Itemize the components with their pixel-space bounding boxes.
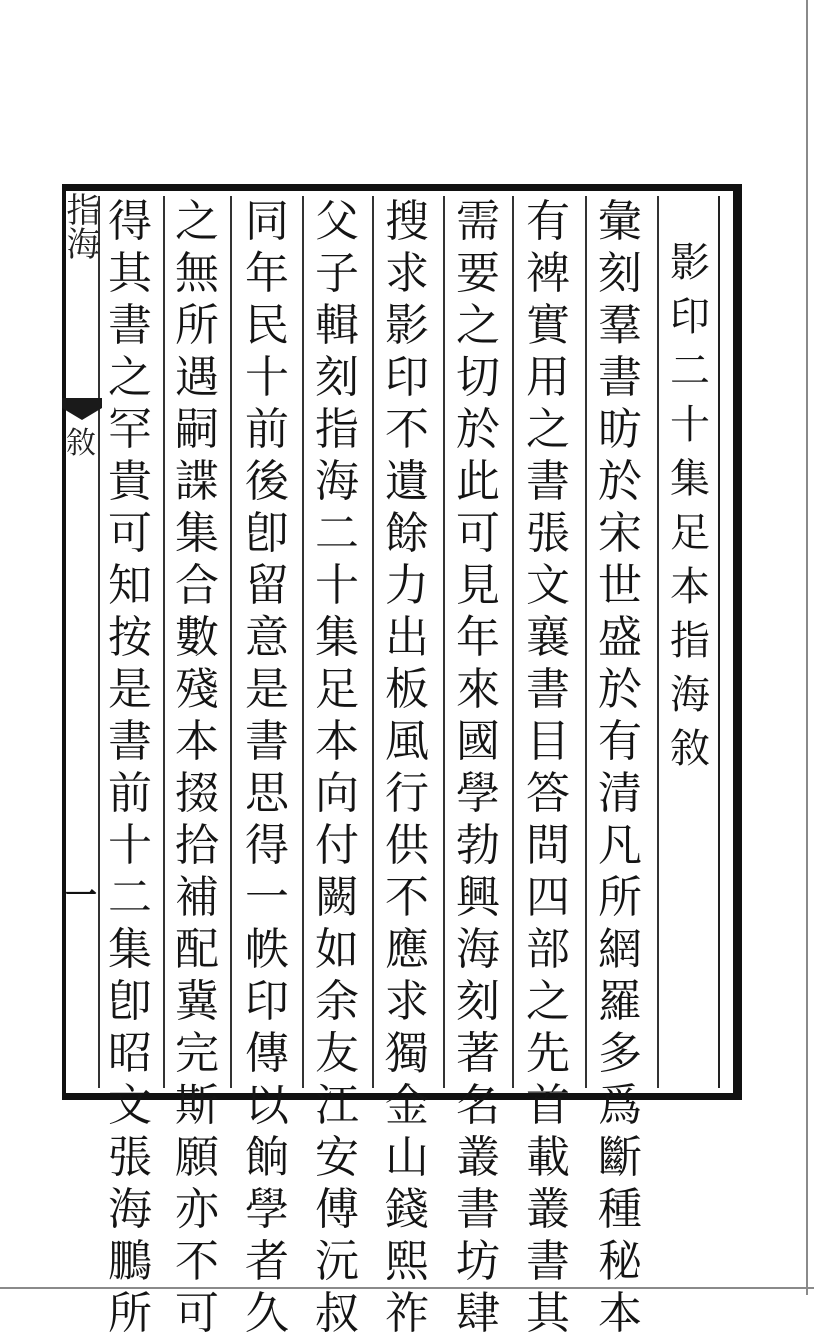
glyph: 刻 <box>456 976 500 1027</box>
glyph: 前 <box>108 768 152 819</box>
column-rule <box>163 196 165 1088</box>
glyph: 以 <box>245 1080 289 1131</box>
glyph: 板 <box>385 664 429 715</box>
glyph: 合 <box>175 560 219 611</box>
glyph: 印 <box>245 976 289 1027</box>
glyph: 海 <box>315 456 359 507</box>
glyph: 十 <box>245 352 289 403</box>
glyph: 網 <box>598 924 642 975</box>
glyph: 二 <box>315 508 359 559</box>
glyph: 餘 <box>385 508 429 559</box>
glyph: 可 <box>456 508 500 559</box>
glyph: 海 <box>456 924 500 975</box>
glyph: 影 <box>385 300 429 351</box>
column-rule <box>230 196 232 1088</box>
glyph: 祚 <box>385 1288 429 1339</box>
glyph: 海 <box>670 672 710 718</box>
glyph: 十 <box>108 820 152 871</box>
glyph: 無 <box>175 248 219 299</box>
glyph: 之 <box>526 976 570 1027</box>
glyph: 先 <box>526 1028 570 1079</box>
glyph: 足 <box>315 664 359 715</box>
glyph: 者 <box>245 1236 289 1287</box>
glyph: 叔 <box>315 1288 359 1339</box>
glyph: 指 <box>670 618 710 664</box>
glyph: 求 <box>385 248 429 299</box>
glyph: 昉 <box>598 404 642 455</box>
glyph: 興 <box>456 872 500 923</box>
leaf-number: 一 <box>64 876 97 914</box>
glyph: 完 <box>175 1028 219 1079</box>
column-rule <box>512 196 514 1088</box>
glyph: 如 <box>315 924 359 975</box>
glyph: 輯 <box>315 300 359 351</box>
glyph: 傳 <box>245 1028 289 1079</box>
text-column-1 <box>590 196 650 1339</box>
glyph: 敘 <box>670 726 710 772</box>
glyph: 足 <box>670 510 710 556</box>
glyph: 海 <box>108 1184 152 1235</box>
glyph: 有 <box>526 196 570 247</box>
glyph: 所 <box>108 1288 152 1339</box>
glyph: 清 <box>598 768 642 819</box>
glyph: 指 <box>315 404 359 455</box>
glyph: 勃 <box>456 820 500 871</box>
glyph: 殘 <box>175 664 219 715</box>
glyph: 得 <box>245 820 289 871</box>
glyph: 學 <box>456 768 500 819</box>
glyph: 不 <box>175 1236 219 1287</box>
glyph: 實 <box>526 300 570 351</box>
column-rule <box>443 196 445 1088</box>
glyph: 學 <box>245 1184 289 1235</box>
glyph: 國 <box>456 716 500 767</box>
column-rule <box>372 196 374 1088</box>
text-column-2 <box>518 196 578 1339</box>
glyph: 世 <box>598 560 642 611</box>
glyph: 文 <box>108 1080 152 1131</box>
glyph: 友 <box>315 1028 359 1079</box>
glyph: 是 <box>108 664 152 715</box>
glyph: 文 <box>526 560 570 611</box>
glyph: 有 <box>598 716 642 767</box>
text-column-6 <box>237 196 297 1339</box>
glyph: 書 <box>108 300 152 351</box>
glyph: 著 <box>456 1028 500 1079</box>
glyph: 配 <box>175 924 219 975</box>
glyph: 鵬 <box>108 1236 152 1287</box>
glyph: 同 <box>245 196 289 247</box>
glyph: 凡 <box>598 820 642 871</box>
glyph: 刻 <box>598 248 642 299</box>
column-rule <box>302 196 304 1088</box>
glyph: 年 <box>456 612 500 663</box>
glyph: 不 <box>385 404 429 455</box>
glyph: 集 <box>670 456 710 502</box>
glyph: 不 <box>385 872 429 923</box>
glyph: 獨 <box>385 1028 429 1079</box>
glyph: 知 <box>108 560 152 611</box>
glyph: 於 <box>598 664 642 715</box>
glyph: 山 <box>385 1132 429 1183</box>
glyph: 卽 <box>108 976 152 1027</box>
glyph: 要 <box>456 248 500 299</box>
text-column-4 <box>377 196 437 1339</box>
glyph: 用 <box>526 352 570 403</box>
glyph: 力 <box>385 560 429 611</box>
glyph: 可 <box>108 508 152 559</box>
glyph: 宋 <box>598 508 642 559</box>
glyph: 十 <box>670 402 710 448</box>
glyph: 可 <box>175 1288 219 1339</box>
glyph: 留 <box>245 560 289 611</box>
glyph: 本 <box>598 1288 642 1339</box>
glyph: 應 <box>385 924 429 975</box>
glyph: 印 <box>670 294 710 340</box>
glyph: 求 <box>385 976 429 1027</box>
glyph: 集 <box>108 924 152 975</box>
glyph: 思 <box>245 768 289 819</box>
glyph: 盛 <box>598 612 642 663</box>
glyph: 多 <box>598 1028 642 1079</box>
glyph: 羅 <box>598 976 642 1027</box>
page-edge-right <box>806 0 808 1295</box>
glyph: 其 <box>108 248 152 299</box>
glyph: 切 <box>456 352 500 403</box>
glyph: 之 <box>108 352 152 403</box>
glyph: 搜 <box>385 196 429 247</box>
glyph: 掇 <box>175 768 219 819</box>
glyph: 餉 <box>245 1132 289 1183</box>
glyph: 此 <box>456 456 500 507</box>
glyph: 亦 <box>175 1184 219 1235</box>
fold-margin-title: 指海 <box>60 192 100 260</box>
glyph: 坊 <box>456 1236 500 1287</box>
glyph: 願 <box>175 1132 219 1183</box>
glyph: 民 <box>245 300 289 351</box>
glyph: 書 <box>526 456 570 507</box>
glyph: 十 <box>315 560 359 611</box>
glyph: 答 <box>526 768 570 819</box>
glyph: 金 <box>385 1080 429 1131</box>
glyph: 書 <box>108 716 152 767</box>
glyph: 一 <box>245 872 289 923</box>
glyph: 罕 <box>108 404 152 455</box>
glyph: 帙 <box>245 924 289 975</box>
text-column-3 <box>448 196 508 1339</box>
glyph: 斯 <box>175 1080 219 1131</box>
column-rule <box>657 196 659 1088</box>
glyph: 行 <box>385 768 429 819</box>
glyph: 闕 <box>315 872 359 923</box>
glyph: 書 <box>456 1184 500 1235</box>
glyph: 首 <box>526 1080 570 1131</box>
text-column-8 <box>100 196 160 1339</box>
glyph: 所 <box>598 872 642 923</box>
glyph: 久 <box>245 1288 289 1339</box>
glyph: 集 <box>175 508 219 559</box>
glyph: 諜 <box>175 456 219 507</box>
glyph: 貴 <box>108 456 152 507</box>
glyph: 影 <box>670 240 710 286</box>
glyph: 叢 <box>526 1184 570 1235</box>
glyph: 補 <box>175 872 219 923</box>
glyph: 需 <box>456 196 500 247</box>
fold-margin-section: 敘 <box>66 426 96 461</box>
glyph: 後 <box>245 456 289 507</box>
glyph: 供 <box>385 820 429 871</box>
glyph: 書 <box>526 1236 570 1287</box>
glyph: 沅 <box>315 1236 359 1287</box>
glyph: 部 <box>526 924 570 975</box>
glyph: 秘 <box>598 1236 642 1287</box>
glyph: 二 <box>670 348 710 394</box>
glyph: 遺 <box>385 456 429 507</box>
glyph: 江 <box>315 1080 359 1131</box>
glyph: 種 <box>598 1184 642 1235</box>
glyph: 本 <box>315 716 359 767</box>
glyph: 彙 <box>598 196 642 247</box>
glyph: 名 <box>456 1080 500 1131</box>
glyph: 風 <box>385 716 429 767</box>
glyph: 裨 <box>526 248 570 299</box>
glyph: 目 <box>526 716 570 767</box>
glyph: 余 <box>315 976 359 1027</box>
glyph: 爲 <box>598 1080 642 1131</box>
glyph: 是 <box>245 664 289 715</box>
glyph: 錢 <box>385 1184 429 1235</box>
glyph: 書 <box>245 716 289 767</box>
glyph: 前 <box>245 404 289 455</box>
glyph: 拾 <box>175 820 219 871</box>
glyph: 父 <box>315 196 359 247</box>
text-column-5 <box>307 196 367 1339</box>
glyph: 肆 <box>456 1288 500 1339</box>
glyph: 得 <box>108 196 152 247</box>
glyph: 傅 <box>315 1184 359 1235</box>
glyph: 出 <box>385 612 429 663</box>
glyph: 張 <box>108 1132 152 1183</box>
glyph: 二 <box>108 872 152 923</box>
glyph: 按 <box>108 612 152 663</box>
glyph: 向 <box>315 768 359 819</box>
glyph: 付 <box>315 820 359 871</box>
glyph: 於 <box>598 456 642 507</box>
glyph: 刻 <box>315 352 359 403</box>
glyph: 昭 <box>108 1028 152 1079</box>
glyph: 集 <box>315 612 359 663</box>
glyph: 所 <box>175 300 219 351</box>
glyph: 見 <box>456 560 500 611</box>
glyph: 來 <box>456 664 500 715</box>
glyph: 子 <box>315 248 359 299</box>
glyph: 意 <box>245 612 289 663</box>
glyph: 書 <box>526 664 570 715</box>
glyph: 數 <box>175 612 219 663</box>
glyph: 其 <box>526 1288 570 1339</box>
glyph: 冀 <box>175 976 219 1027</box>
glyph: 載 <box>526 1132 570 1183</box>
glyph: 年 <box>245 248 289 299</box>
glyph: 本 <box>175 716 219 767</box>
glyph: 熙 <box>385 1236 429 1287</box>
column-rule <box>585 196 587 1088</box>
text-column-7 <box>167 196 227 1339</box>
glyph: 叢 <box>456 1132 500 1183</box>
glyph: 羣 <box>598 300 642 351</box>
glyph: 嗣 <box>175 404 219 455</box>
glyph: 之 <box>175 196 219 247</box>
glyph: 張 <box>526 508 570 559</box>
glyph: 之 <box>456 300 500 351</box>
glyph: 之 <box>526 404 570 455</box>
glyph: 斷 <box>598 1132 642 1183</box>
glyph: 問 <box>526 820 570 871</box>
title-column <box>660 236 720 1128</box>
glyph: 本 <box>670 564 710 610</box>
fold-margin-edge <box>62 184 66 1100</box>
glyph: 襄 <box>526 612 570 663</box>
glyph: 卽 <box>245 508 289 559</box>
glyph: 安 <box>315 1132 359 1183</box>
glyph: 遇 <box>175 352 219 403</box>
glyph: 印 <box>385 352 429 403</box>
glyph: 書 <box>598 352 642 403</box>
glyph: 四 <box>526 872 570 923</box>
glyph: 於 <box>456 404 500 455</box>
